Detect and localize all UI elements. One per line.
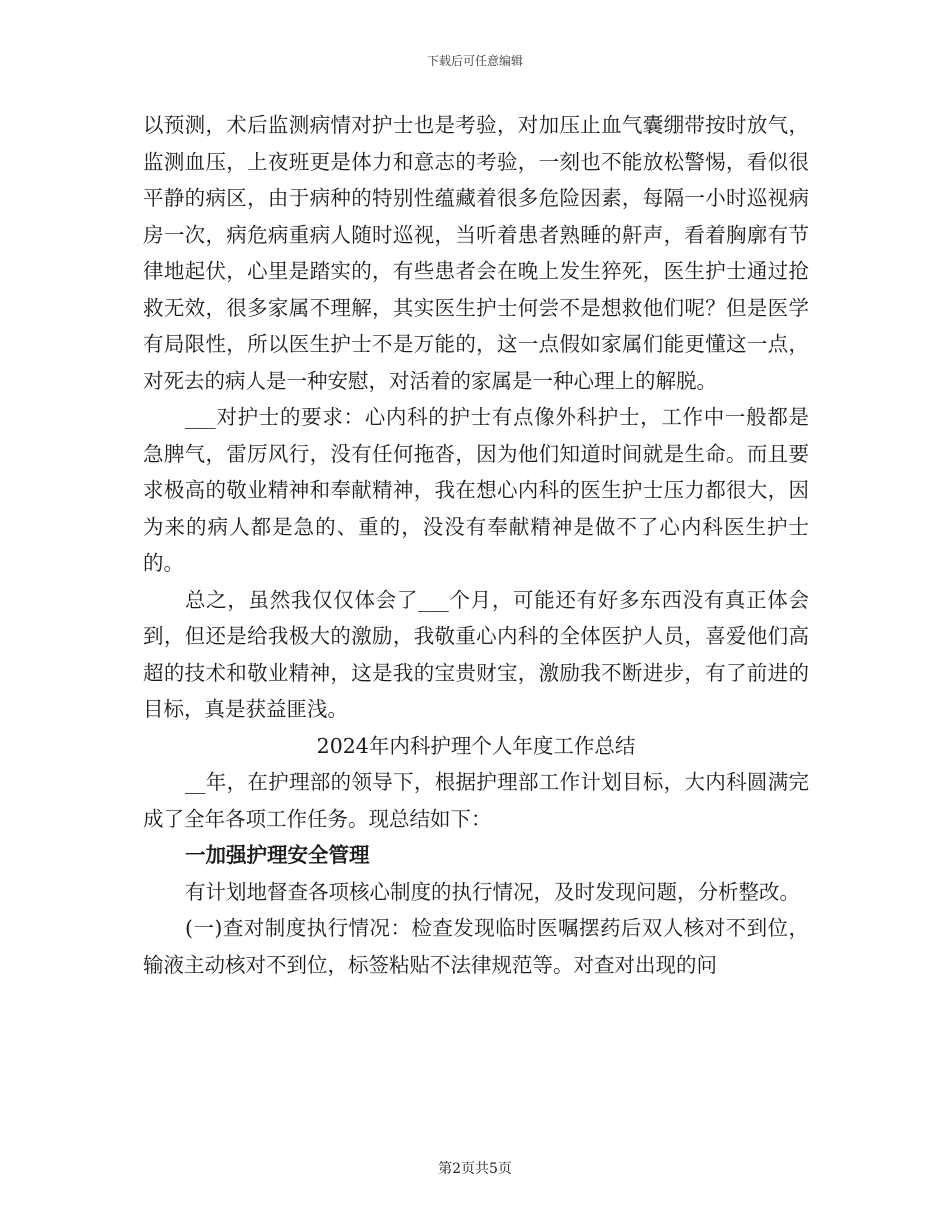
section-heading: 一加强护理安全管理 [185,843,370,867]
paragraph-intro: __年，在护理部的领导下，根据护理部工作计划目标，大内科圆满完成了全年各项工作任务。现总结如下： [143,770,809,831]
section-title: 2024年内科护理个人年度工作总结 [316,733,636,758]
page-number: 第2页共5页 [438,1161,512,1177]
paragraph-check-system: (一)查对制度执行情况：检查发现临时医嘱摆药后双人核对不到位，输液主动核对不到位，标签粘贴不法律规范等。对查对出现的问 [143,916,809,977]
document-body [143,107,809,983]
paragraph-inspection: 有计划地督查各项核心制度的执行情况，及时发现问题，分析整改。 [185,879,800,904]
paragraph-nurse-requirements: ___对护士的要求：心内科的护士有点像外科护士，工作中一般都是急脾气，雷厉风行，没有任何拖沓，因为他们知道时间就是生命。而且要求极高的敬业精神和奉献精神，我在想心内科的医生护士压力都很大，因为来的病人都是急的、重的，没没有奉献精神是做不了心内科医生护士的。 [143,405,809,575]
paragraph-conclusion: 总之，虽然我仅仅体会了___个月，可能还有好多东西没有真正体会到，但还是给我极大的激励，我敬重心内科的全体医护人员，喜爱他们高超的技术和敬业精神，这是我的宝贵财宝，激励我不断进步，有了前进的目标，真是获益匪浅。 [143,587,809,721]
paragraph-continuation: 以预测，术后监测病情对护士也是考验，对加压止血气囊绷带按时放气，监测血压，上夜班更是体力和意志的考验，一刻也不能放松警惕，看似很平静的病区，由于病种的特别性蕴藏着很多危险因素，每隔一小时巡视病房一次，病危病重病人随时巡视，当听着患者熟睡的鼾声，看着胸廓有节律地起伏，心里是踏实的，有些患者会在晚上发生猝死，医生护士通过抢救无效，很多家属不理解，其实医生护士何尝不是想救他们呢？但是医学有局限性，所以医生护士不是万能的，这一点假如家属们能更懂这一点，对死去的病人是一种安慰，对活着的家属是一种心理上的解脱。 [143,113,809,393]
page-header: 下载后可任意编辑 [426,54,523,68]
